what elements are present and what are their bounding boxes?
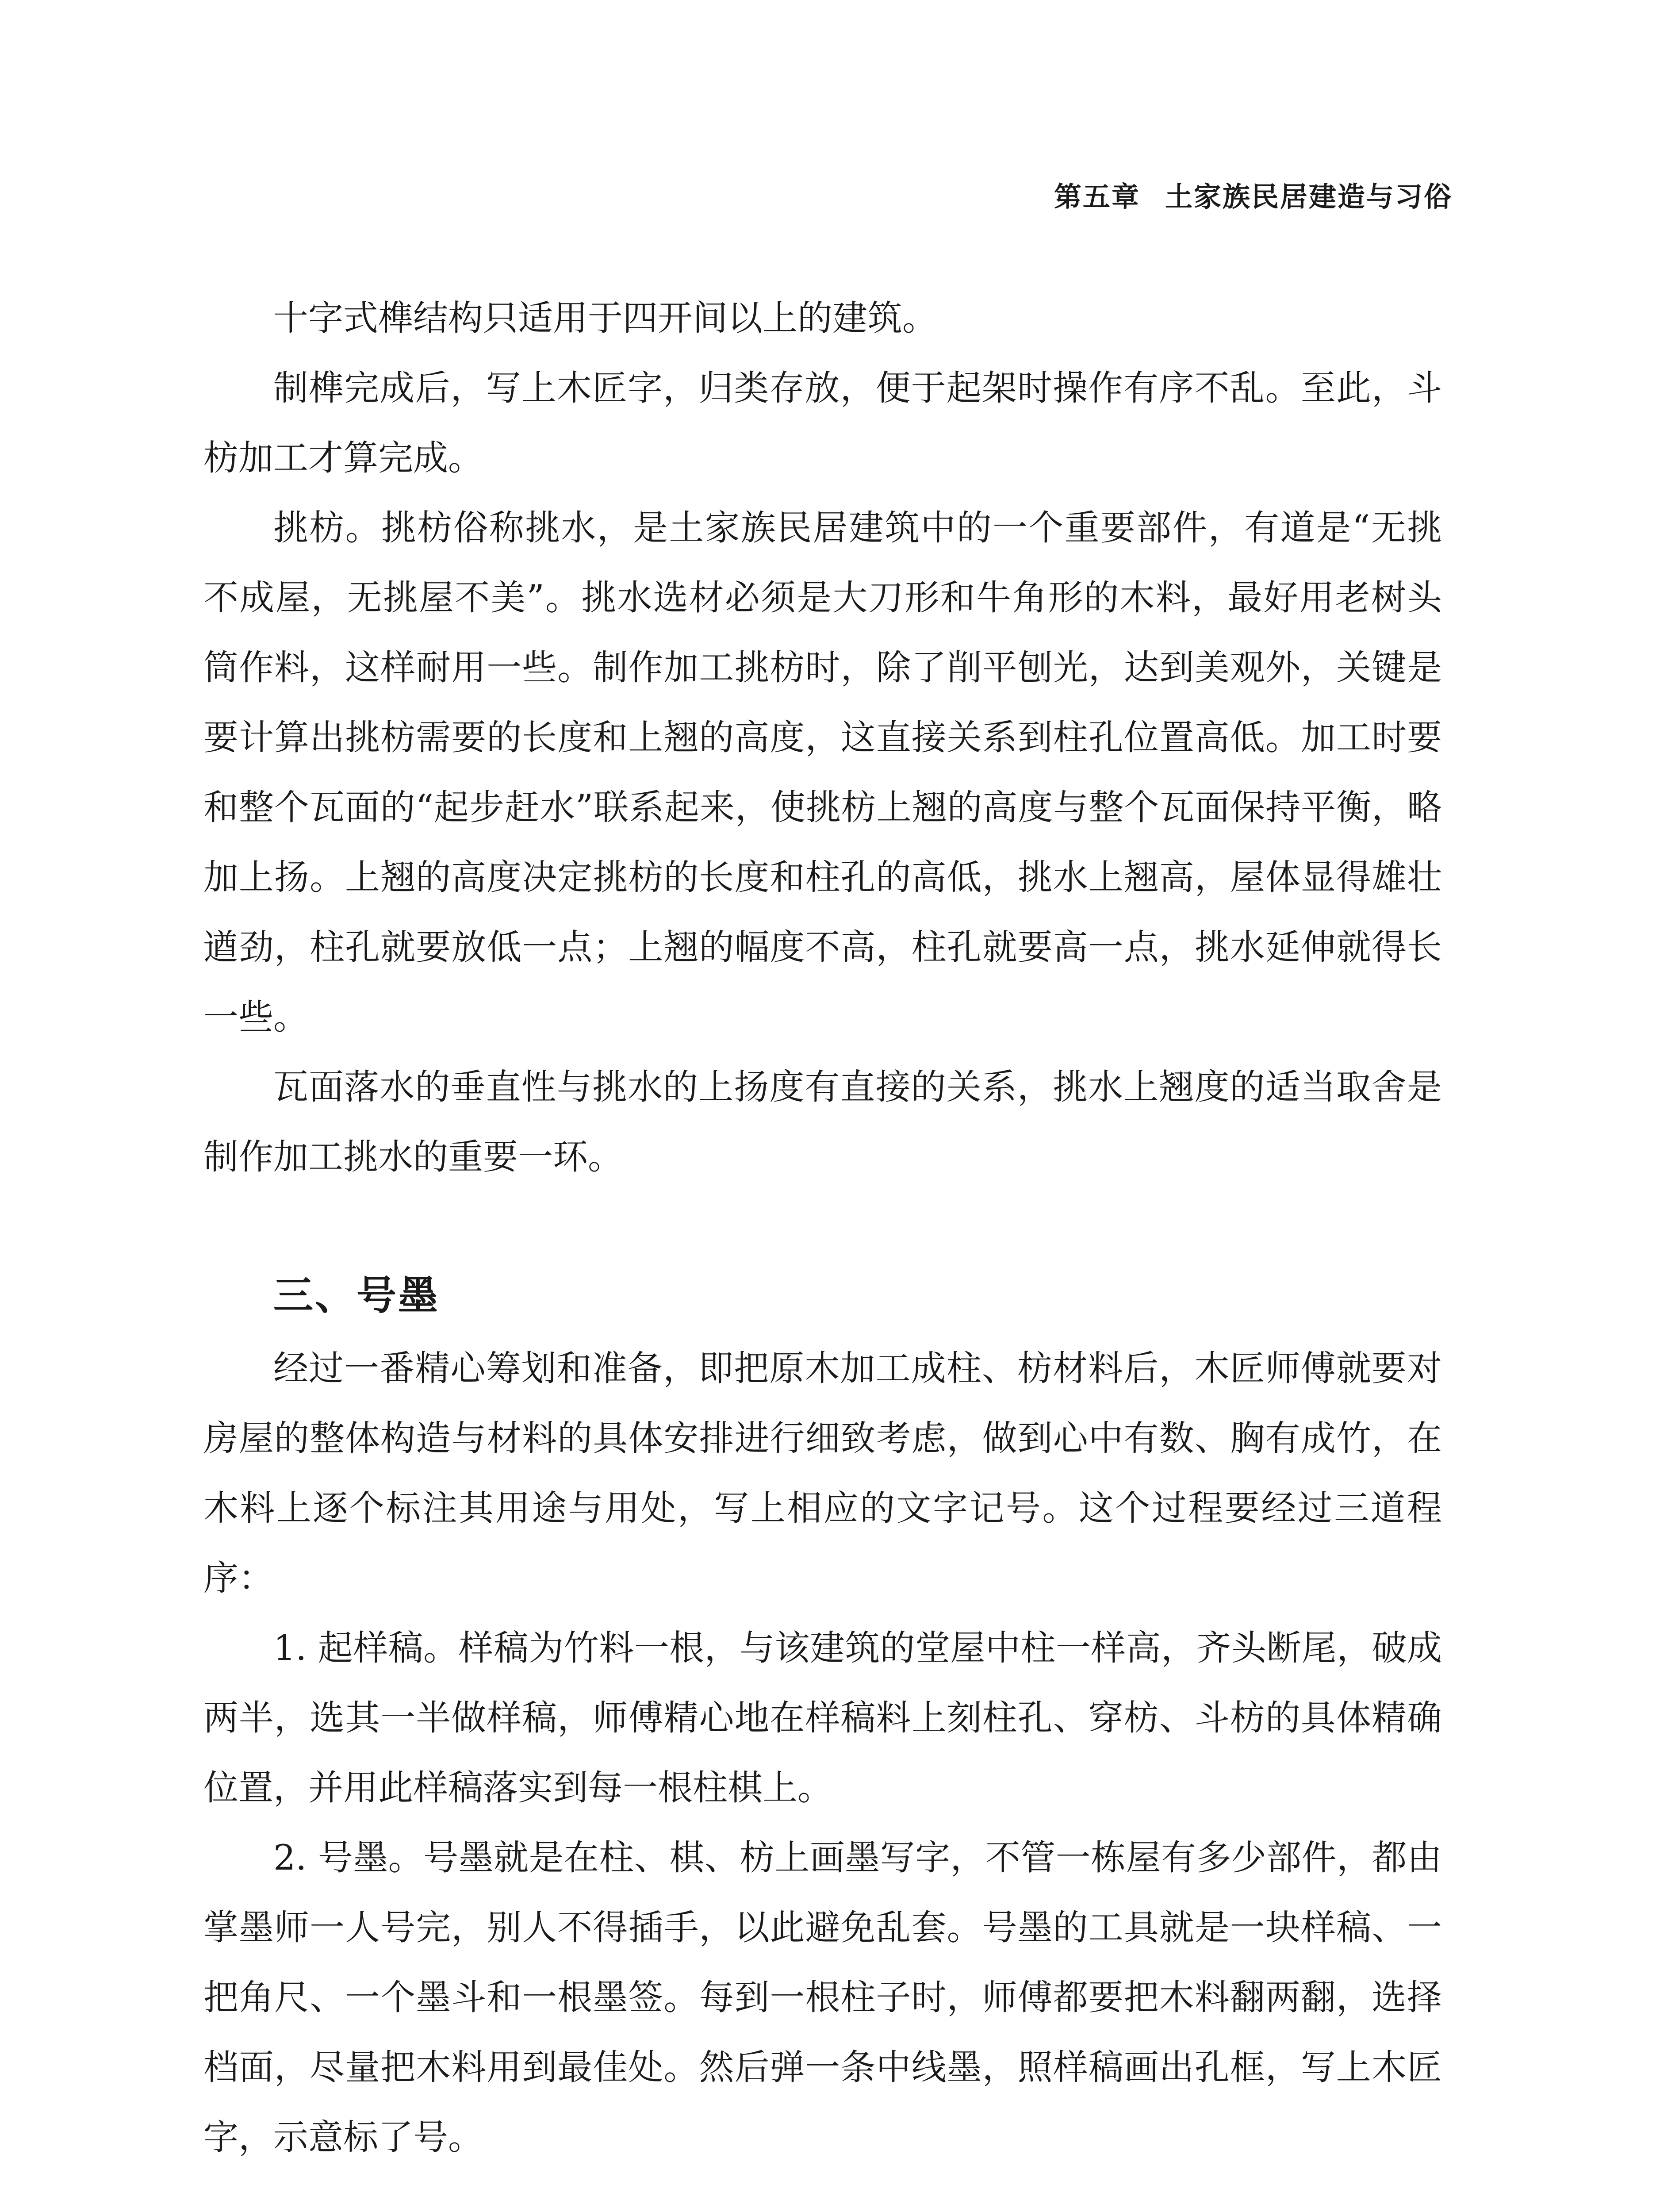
paragraph: 瓦面落水的垂直性与挑水的上扬度有直接的关系，挑水上翘度的适当取舍是制作加工挑水的重要一环。 xyxy=(203,1067,1442,1177)
paragraph: 经过一番精心筹划和准备，即把原木加工成柱、枋材料后，木匠师傅就要对房屋的整体构造与材料的具体安排进行细致考虑，做到心中有数、胸有成竹，在木料上逐个标注其用途与用处，写上相应的文字记号。这个过程要经过三道程序： xyxy=(203,1348,1442,1598)
chapter-title: 土家族民居建造与习俗 xyxy=(1165,180,1453,213)
paragraph: 2. 号墨。号墨就是在柱、棋、枋上画墨写字，不管一栋屋有多少部件，都由掌墨师一人号完，别人不得插手，以此避免乱套。号墨的工具就是一块样稿、一把角尺、一个墨斗和一根墨签。每到一根柱子时，师傅都要把木料翻两翻，选择档面，尽量把木料用到最佳处。然后弹一条中线墨，照样稿画出孔框，写上木匠字，示意标了号。 xyxy=(203,1837,1442,2158)
paragraph: 1. 起样稿。样稿为竹料一根，与该建筑的堂屋中柱一样高，齐头断尾，破成两半，选其一半做样稿，师傅精心地在样稿料上刻柱孔、穿枋、斗枋的具体精确位置，并用此样稿落实到每一根柱棋上。 xyxy=(203,1628,1442,1808)
paragraph: 制榫完成后，写上木匠字，归类存放，便于起架时操作有序不乱。至此，斗枋加工才算完成。 xyxy=(203,368,1442,478)
page-body xyxy=(203,283,1442,2172)
section-heading: 三、号墨 xyxy=(273,1272,440,1319)
paragraph: 挑枋。挑枋俗称挑水，是土家族民居建筑中的一个重要部件，有道是“无挑不成屋，无挑屋不美”。挑水选材必须是大刀形和牛角形的木料，最好用老树头筒作料，这样耐用一些。制作加工挑枋时，除了削平刨光，达到美观外，关键是要计算出挑枋需要的长度和上翘的高度，这直接关系到柱孔位置高低。加工时要和整个瓦面的“起步赶水”联系起来，使挑枋上翘的高度与整个瓦面保持平衡，略加上扬。上翘的高度决定挑枋的长度和柱孔的高低，挑水上翘高，屋体显得雄壮遒劲，柱孔就要放低一点；上翘的幅度不高，柱孔就要高一点，挑水延伸就得长一些。 xyxy=(203,507,1442,1037)
paragraph: 十字式榫结构只适用于四开间以上的建筑。 xyxy=(273,298,937,338)
running-header xyxy=(1054,175,1453,214)
chapter-number: 第五章 xyxy=(1054,180,1140,213)
